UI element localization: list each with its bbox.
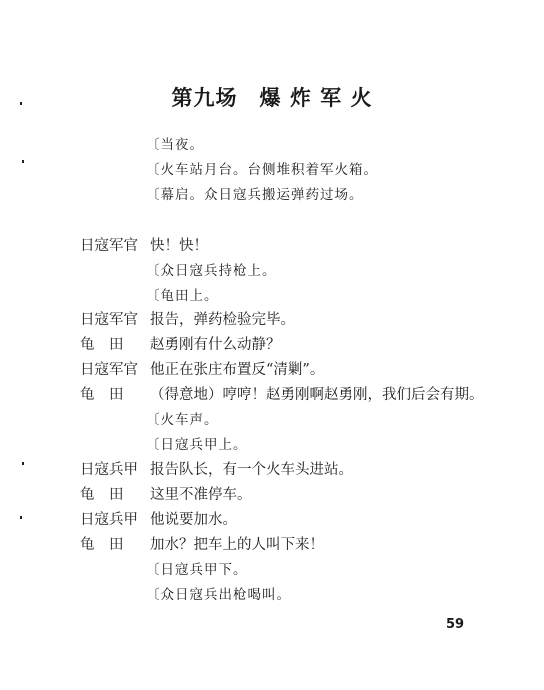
stage-direction: 〔幕启。众日寇兵搬运弹药过场。	[146, 187, 364, 203]
speaker-name: 日寇兵甲	[80, 462, 138, 478]
dialogue-text: （得意地）哼哼！赵勇刚啊赵勇刚，我们后会有期。	[150, 387, 484, 403]
dialogue-text: 快！快！	[150, 238, 208, 254]
dialogue-text: 加水？把车上的人叫下来！	[150, 537, 324, 553]
stage-direction: 〔众日寇兵出枪喝叫。	[146, 587, 291, 603]
stage-direction: 〔日寇兵甲下。	[146, 562, 248, 578]
dialogue-line	[80, 336, 281, 354]
stage-direction: 〔当夜。	[146, 137, 204, 153]
speaker-name: 日寇军官	[80, 362, 138, 378]
dialogue-line	[80, 237, 208, 255]
dialogue-line	[80, 511, 237, 529]
dialogue-text: 他正在张庄布置反“清剿”。	[150, 362, 325, 378]
stage-direction: 〔日寇兵甲上。	[146, 437, 248, 453]
dialogue-line	[80, 486, 252, 504]
dialogue-line	[80, 461, 353, 479]
speaker-name: 龟 田	[80, 537, 124, 553]
dialogue-line	[80, 536, 324, 554]
dialogue-text: 报告，弹药检验完毕。	[150, 312, 295, 328]
dialogue-line	[80, 361, 324, 379]
dialogue-text: 这里不准停车。	[150, 487, 252, 503]
speaker-name: 龟 田	[80, 337, 124, 353]
dialogue-line	[80, 386, 484, 404]
speaker-name: 日寇兵甲	[80, 512, 138, 528]
stage-direction: 〔火车声。	[146, 412, 219, 428]
speaker-name: 日寇军官	[80, 238, 138, 254]
stage-direction: 〔火车站月台。台侧堆积着军火箱。	[146, 162, 378, 178]
speaker-name: 龟 田	[80, 387, 124, 403]
scan-speck	[20, 102, 22, 105]
speaker-name: 日寇军官	[80, 312, 138, 328]
dialogue-text: 报告队长，有一个火车头进站。	[150, 462, 353, 478]
scene-name: 爆 炸 军 火	[259, 86, 373, 110]
stage-direction: 〔众日寇兵持枪上。	[146, 263, 277, 279]
scene-number: 第九场	[171, 86, 238, 110]
page-number: 59	[446, 617, 465, 632]
stage-direction: 〔龟田上。	[146, 288, 219, 304]
scene-heading	[0, 82, 544, 112]
scan-speck	[22, 462, 24, 465]
scan-speck	[22, 160, 24, 163]
scan-speck	[20, 516, 22, 519]
dialogue-text: 赵勇刚有什么动静？	[150, 337, 281, 353]
dialogue-text: 他说要加水。	[150, 512, 237, 528]
dialogue-line	[80, 311, 295, 329]
speaker-name: 龟 田	[80, 487, 124, 503]
